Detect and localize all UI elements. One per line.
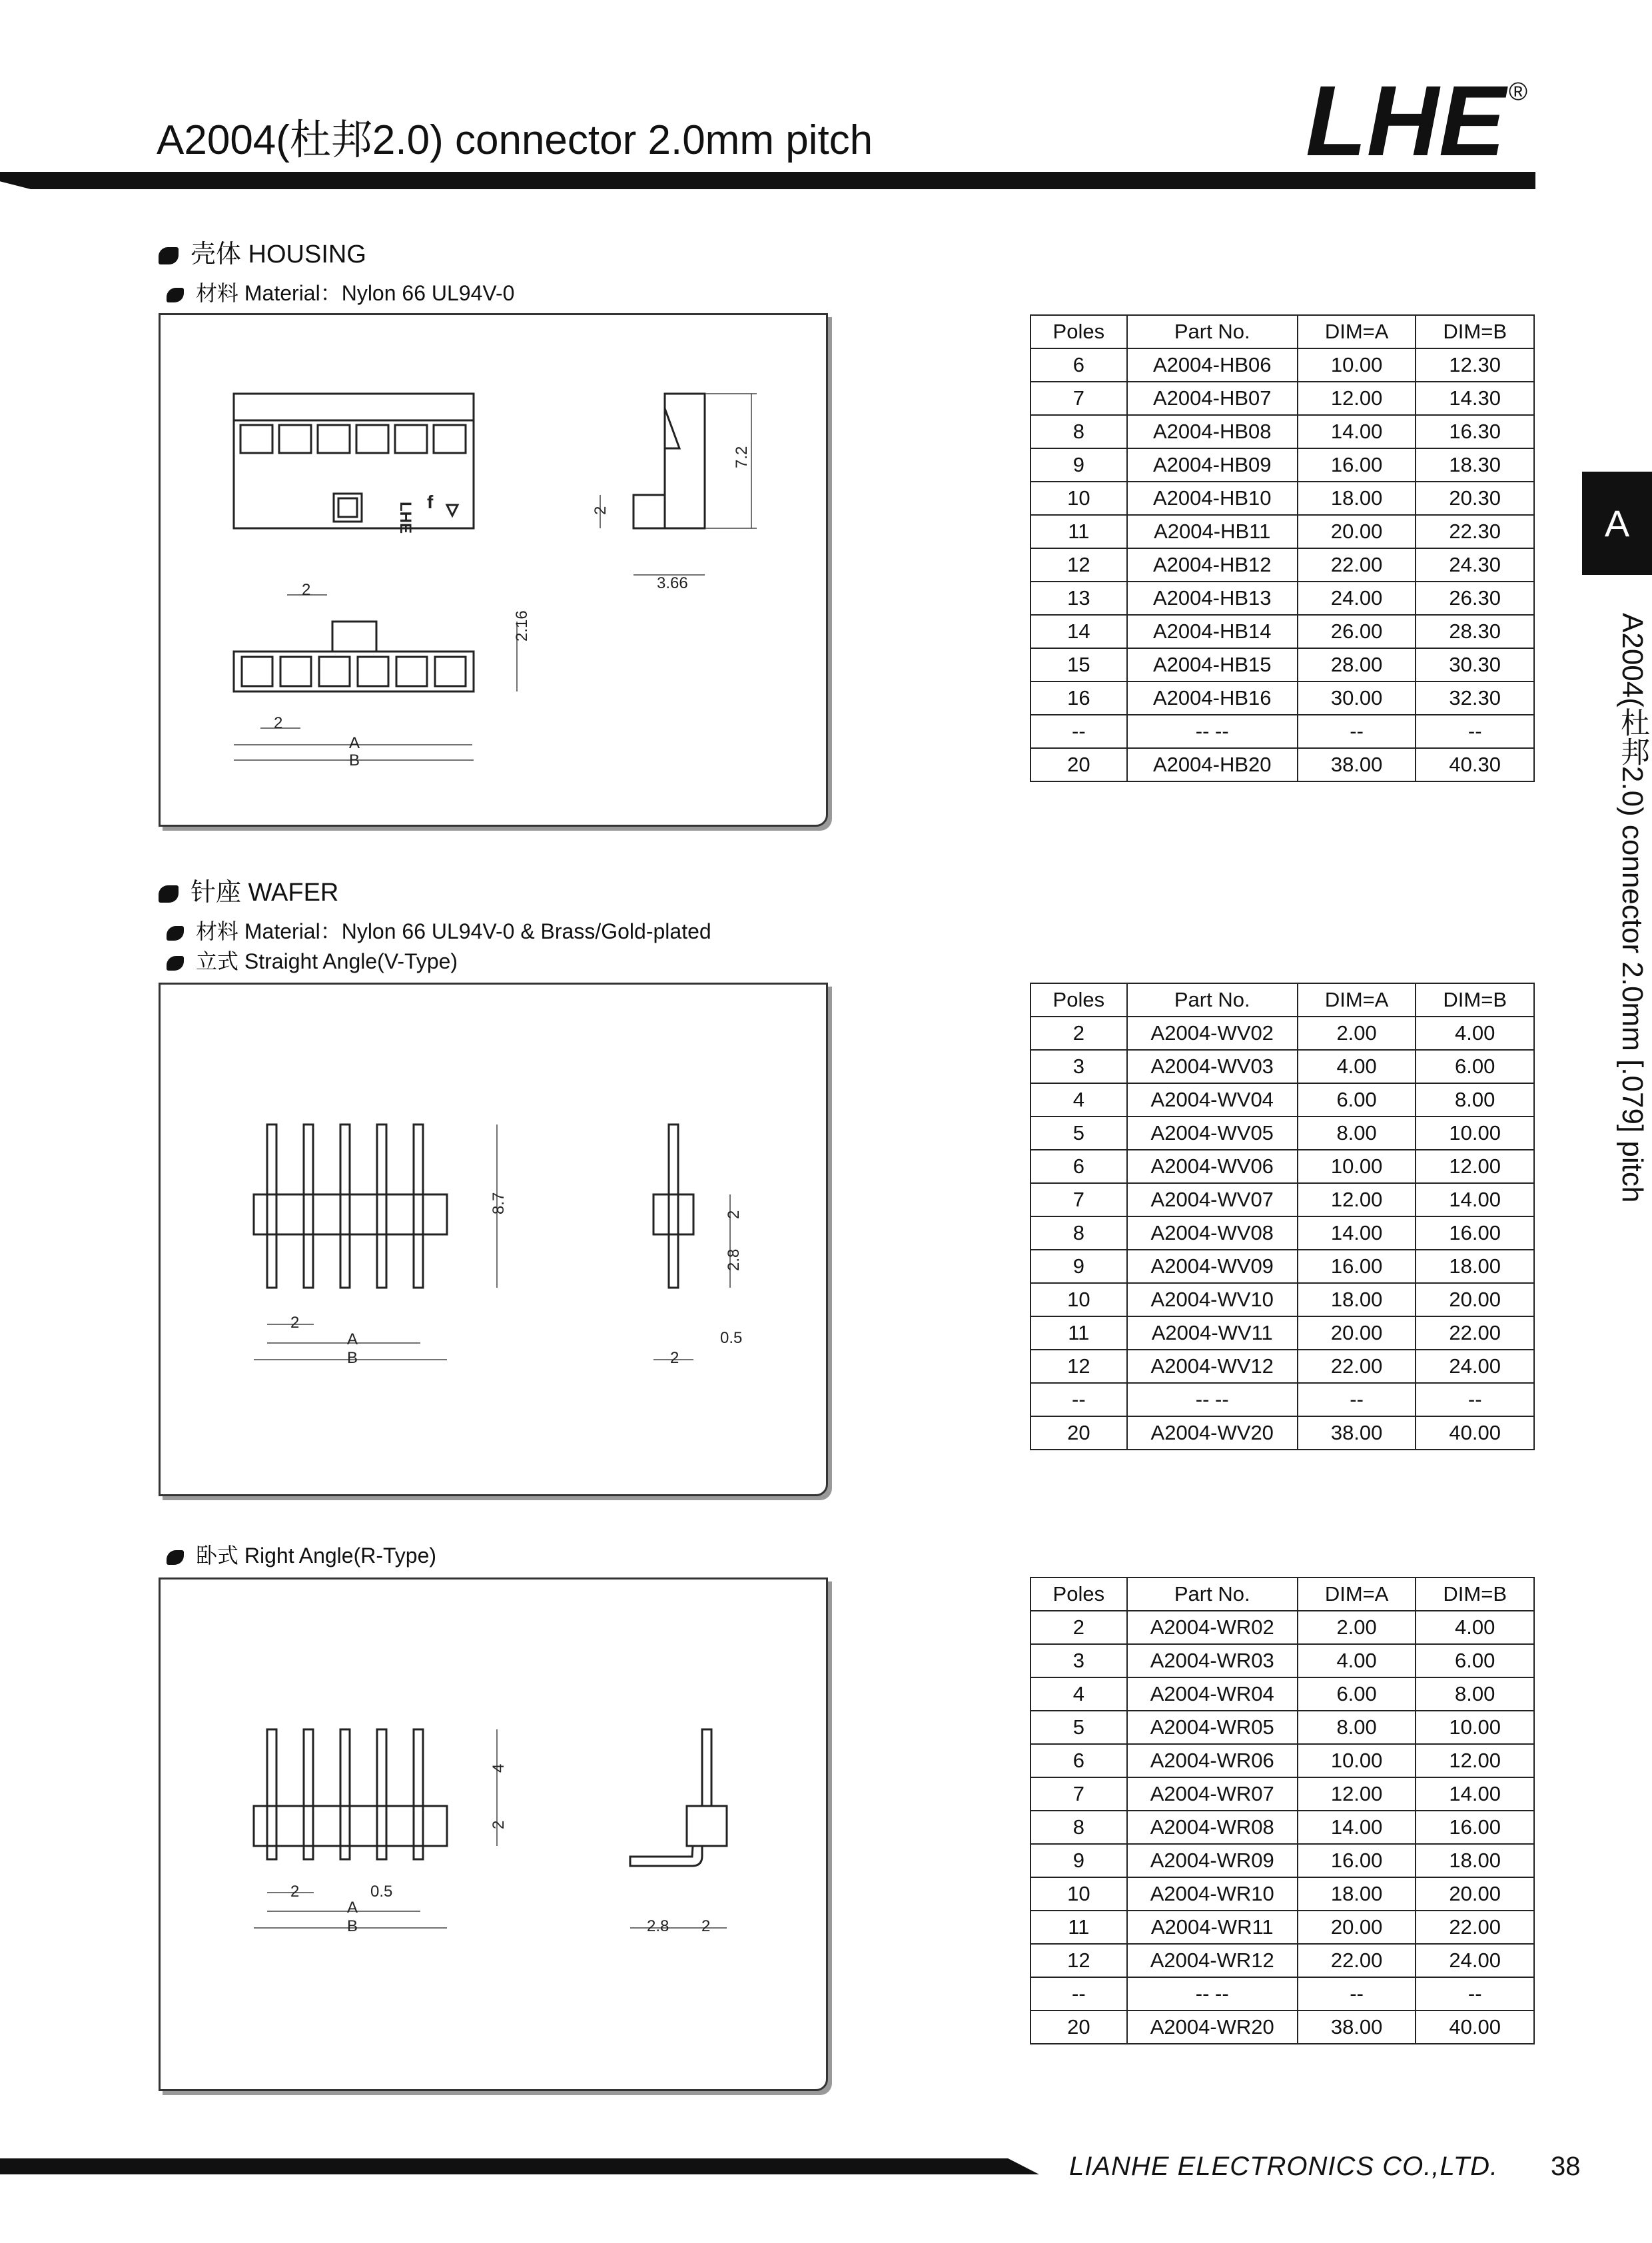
table-cell: A2004-HB10 [1127,482,1298,515]
table-cell: 20.00 [1298,515,1416,548]
table-row [1031,2011,1534,2044]
table-cell: -- [1031,715,1127,748]
page-title: A2004(杜邦2.0) connector 2.0mm pitch [157,117,873,163]
table-row [1031,1050,1534,1083]
table-cell: 9 [1031,1250,1127,1283]
wafer-heading: 针座 WAFER [159,871,338,908]
table-cell: 22.00 [1298,1944,1416,1977]
table-cell: 22.00 [1298,548,1416,582]
table-cell: 20 [1031,1416,1127,1450]
table-cell: 30.30 [1416,648,1534,681]
table-cell: 8 [1031,415,1127,448]
table-cell: A2004-HB11 [1127,515,1298,548]
table-row [1031,1911,1534,1944]
table-cell: 28.30 [1416,615,1534,648]
svg-text:A: A [347,1899,358,1917]
table-cell: 22.00 [1416,1316,1534,1350]
table-cell: A2004-HB14 [1127,615,1298,648]
table-cell: -- [1416,715,1534,748]
table-cell: A2004-WR03 [1127,1644,1298,1677]
table-cell: 10.00 [1416,1711,1534,1744]
bullet-icon [167,956,184,971]
company-name: LIANHE ELECTRONICS CO.,LTD. [1069,2152,1499,2181]
table-cell: 20.00 [1416,1877,1534,1911]
table-cell: 18.00 [1298,1283,1416,1316]
table-cell: 14.00 [1416,1183,1534,1216]
table-row [1031,1677,1534,1711]
table-row [1031,1611,1534,1644]
table-cell: -- [1031,1383,1127,1416]
bullet-icon [167,1550,184,1565]
table-cell: 4 [1031,1083,1127,1117]
table-cell: 7 [1031,1183,1127,1216]
table-cell: 8 [1031,1811,1127,1844]
housing-cavities [242,657,466,686]
svg-text:0.5: 0.5 [370,1883,393,1901]
table-cell: 16.00 [1298,448,1416,482]
housing-material: 材料 Material：Nylon 66 UL94V-0 [167,276,514,307]
table-cell: 40.00 [1416,2011,1534,2044]
table-cell: 40.30 [1416,748,1534,781]
table-row [1031,1977,1534,2011]
page-number: 38 [1551,2152,1581,2181]
table-cell: 38.00 [1298,748,1416,781]
table-cell: -- -- [1127,715,1298,748]
table-cell: 38.00 [1298,1416,1416,1450]
table-cell: 20.00 [1298,1316,1416,1350]
svg-text:2: 2 [302,581,311,599]
table-cell: 18.00 [1416,1844,1534,1877]
table-cell: 9 [1031,1844,1127,1877]
table-cell: 2.00 [1298,1611,1416,1644]
table-cell: 4 [1031,1677,1127,1711]
table-row [1031,1350,1534,1383]
table-cell: A2004-WR08 [1127,1811,1298,1844]
right-angle-table [1030,1577,1535,2044]
table-row [1031,1777,1534,1811]
table-cell: 10 [1031,1877,1127,1911]
table-cell: 11 [1031,1316,1127,1350]
table-cell: A2004-WV20 [1127,1416,1298,1450]
table-cell: A2004-WR20 [1127,2011,1298,2044]
table-cell: -- [1298,1383,1416,1416]
table-cell: A2004-HB12 [1127,548,1298,582]
table-cell: A2004-WR04 [1127,1677,1298,1711]
table-cell: 12.00 [1298,1777,1416,1811]
svg-text:2: 2 [701,1917,711,1935]
table-cell: 18.00 [1416,1250,1534,1283]
table-row [1031,1183,1534,1216]
table-cell: A2004-WR11 [1127,1911,1298,1944]
table-row [1031,1711,1534,1744]
table-cell: A2004-WR09 [1127,1844,1298,1877]
table-cell: 20.00 [1416,1283,1534,1316]
table-cell: A2004-WV11 [1127,1316,1298,1350]
table-cell: A2004-HB09 [1127,448,1298,482]
table-cell: 24.30 [1416,548,1534,582]
bullet-icon [159,247,179,264]
svg-text:2: 2 [290,1314,300,1332]
svg-text:2.16: 2.16 [513,610,531,642]
table-cell: 14 [1031,615,1127,648]
table-cell: 4.00 [1416,1017,1534,1050]
table-header-row: Poles Part No. DIM=A DIM=B [1031,1577,1534,1611]
table-cell: -- [1298,715,1416,748]
bullet-icon [159,885,179,903]
table-cell: 2 [1031,1611,1127,1644]
table-cell: 16.00 [1298,1844,1416,1877]
svg-text:B: B [347,1917,358,1935]
svg-text:3.66: 3.66 [657,574,688,592]
table-row [1031,1017,1534,1050]
table-cell: 15 [1031,648,1127,681]
table-row [1031,748,1534,781]
svg-text:2: 2 [670,1349,679,1367]
table-row [1031,1150,1534,1183]
table-cell: 14.00 [1298,1811,1416,1844]
table-cell: A2004-WR07 [1127,1777,1298,1811]
table-cell: 12.00 [1298,1183,1416,1216]
table-row [1031,1083,1534,1117]
table-cell: A2004-WV08 [1127,1216,1298,1250]
table-cell: 6 [1031,348,1127,382]
table-cell: 24.00 [1416,1350,1534,1383]
table-cell: 8.00 [1416,1083,1534,1117]
table-cell: A2004-HB15 [1127,648,1298,681]
table-cell: 5 [1031,1711,1127,1744]
table-cell: 12.00 [1416,1744,1534,1777]
table-cell: 10 [1031,1283,1127,1316]
table-cell: 8 [1031,1216,1127,1250]
housing-drawing-box [159,313,828,827]
table-header-row: Poles Part No. DIM=A DIM=B [1031,315,1534,348]
table-cell: 2 [1031,1017,1127,1050]
svg-text:2: 2 [725,1210,743,1219]
right-angle-type: 卧式 Right Angle(R-Type) [167,1539,436,1570]
table-cell: 28.00 [1298,648,1416,681]
right-angle-table-body [1031,1611,1534,2044]
table-cell: 5 [1031,1117,1127,1150]
table-cell: 4.00 [1298,1644,1416,1677]
table-cell: 16.00 [1416,1216,1534,1250]
table-cell: 10.00 [1298,1150,1416,1183]
wafer-drawing [161,985,826,1494]
table-cell: 16 [1031,681,1127,715]
table-cell: A2004-WR12 [1127,1944,1298,1977]
footer-rule [0,2158,1039,2174]
lhe-logo [1306,70,1539,170]
table-row [1031,382,1534,415]
svg-text:2: 2 [290,1883,300,1901]
table-cell: 3 [1031,1644,1127,1677]
table-cell: A2004-WV04 [1127,1083,1298,1117]
table-cell: 12.30 [1416,348,1534,382]
table-cell: 18.00 [1298,1877,1416,1911]
housing-table-body [1031,348,1534,781]
housing-heading: 壳体 HOUSING [159,233,366,270]
table-row [1031,348,1534,382]
table-row [1031,415,1534,448]
table-cell: A2004-WV10 [1127,1283,1298,1316]
table-row [1031,1117,1534,1150]
table-cell: 6 [1031,1150,1127,1183]
table-cell: 18.00 [1298,482,1416,515]
svg-text:2: 2 [592,506,610,515]
table-cell: 6.00 [1416,1050,1534,1083]
housing-slots [240,425,466,453]
table-row [1031,1744,1534,1777]
table-cell: 7 [1031,1777,1127,1811]
wafer-table [1030,983,1535,1450]
table-cell: 6.00 [1416,1644,1534,1677]
table-cell: A2004-WV09 [1127,1250,1298,1283]
table-cell: -- -- [1127,1977,1298,2011]
table-cell: A2004-WV03 [1127,1050,1298,1083]
table-cell: 8.00 [1298,1117,1416,1150]
table-row [1031,1644,1534,1677]
right-angle-pins [267,1729,423,1859]
table-row [1031,648,1534,681]
table-cell: 40.00 [1416,1416,1534,1450]
wafer-pins [267,1124,423,1288]
table-cell: 14.00 [1298,415,1416,448]
table-row [1031,482,1534,515]
table-row [1031,1811,1534,1844]
svg-text:2: 2 [490,1820,508,1829]
svg-text:0.5: 0.5 [720,1329,743,1347]
table-cell: 30.00 [1298,681,1416,715]
table-cell: 26.00 [1298,615,1416,648]
right-angle-drawing [161,1579,826,2089]
table-cell: 20.30 [1416,482,1534,515]
wafer-material: 材料 Material：Nylon 66 UL94V-0 & Brass/Gold-plated [167,915,711,945]
table-cell: A2004-HB20 [1127,748,1298,781]
registered-mark: ® [1509,78,1527,106]
svg-text:A: A [347,1330,358,1348]
svg-text:LHE: LHE [396,502,414,534]
table-row [1031,1316,1534,1350]
table-cell: 6.00 [1298,1083,1416,1117]
table-cell: 22.00 [1298,1350,1416,1383]
table-row [1031,548,1534,582]
table-row [1031,1944,1534,1977]
table-cell: 20 [1031,748,1127,781]
table-cell: 12 [1031,548,1127,582]
side-vertical-title: A2004(杜邦2.0) connector 2.0mm [.079] pitch [1616,613,1649,1203]
logo-text: LHE [1306,70,1505,170]
table-cell: 16.00 [1416,1811,1534,1844]
table-row [1031,1383,1534,1416]
table-cell: 32.30 [1416,681,1534,715]
table-cell: A2004-HB16 [1127,681,1298,715]
svg-text:B: B [349,751,360,769]
wafer-drawing-box [159,983,828,1496]
table-cell: 11 [1031,515,1127,548]
table-cell: 14.30 [1416,382,1534,415]
svg-text:f: f [427,492,434,512]
table-cell: 10.00 [1298,1744,1416,1777]
table-cell: 16.00 [1298,1250,1416,1283]
table-cell: 10 [1031,482,1127,515]
table-row [1031,1216,1534,1250]
table-cell: 22.30 [1416,515,1534,548]
wafer-table-body [1031,1017,1534,1450]
table-cell: 6 [1031,1744,1127,1777]
table-cell: 14.00 [1416,1777,1534,1811]
table-cell: A2004-WV07 [1127,1183,1298,1216]
table-cell: 8.00 [1298,1711,1416,1744]
table-row [1031,1877,1534,1911]
table-cell: A2004-WR10 [1127,1877,1298,1911]
table-cell: 8.00 [1416,1677,1534,1711]
table-row [1031,1283,1534,1316]
table-row [1031,448,1534,482]
svg-text:7.2: 7.2 [733,446,751,468]
table-cell: -- [1416,1977,1534,2011]
table-cell: 9 [1031,448,1127,482]
table-cell: 24.00 [1298,582,1416,615]
wafer-type: 立式 Straight Angle(V-Type) [167,945,458,975]
svg-text:B: B [347,1349,358,1367]
svg-text:4: 4 [490,1763,508,1773]
table-cell: 22.00 [1416,1911,1534,1944]
table-cell: 3 [1031,1050,1127,1083]
table-cell: 12 [1031,1350,1127,1383]
header-rule [0,172,1535,189]
table-cell: A2004-HB07 [1127,382,1298,415]
table-cell: A2004-WR02 [1127,1611,1298,1644]
table-header-row: Poles Part No. DIM=A DIM=B [1031,983,1534,1017]
svg-text:2.8: 2.8 [647,1917,669,1935]
table-cell: A2004-WR06 [1127,1744,1298,1777]
table-row [1031,515,1534,548]
bullet-icon [167,288,184,302]
table-cell: 7 [1031,382,1127,415]
table-cell: 18.30 [1416,448,1534,482]
table-row [1031,1416,1534,1450]
table-row [1031,681,1534,715]
table-cell: -- -- [1127,1383,1298,1416]
bullet-icon [167,926,184,941]
section-tab: A [1582,472,1652,575]
table-cell: A2004-HB08 [1127,415,1298,448]
table-cell: 6.00 [1298,1677,1416,1711]
table-row [1031,1844,1534,1877]
housing-table [1030,314,1535,782]
table-cell: A2004-WV12 [1127,1350,1298,1383]
svg-text:2: 2 [274,714,283,732]
table-cell: A2004-WV06 [1127,1150,1298,1183]
table-cell: 4.00 [1298,1050,1416,1083]
table-cell: 12.00 [1298,382,1416,415]
table-cell: A2004-HB13 [1127,582,1298,615]
table-cell: 20.00 [1298,1911,1416,1944]
table-cell: 16.30 [1416,415,1534,448]
svg-text:A: A [349,734,360,752]
table-cell: A2004-WV05 [1127,1117,1298,1150]
table-cell: 2.00 [1298,1017,1416,1050]
svg-text:2.8: 2.8 [725,1248,743,1271]
table-row [1031,715,1534,748]
table-cell: 13 [1031,582,1127,615]
table-cell: 10.00 [1298,348,1416,382]
table-cell: 12 [1031,1944,1127,1977]
table-cell: -- [1031,1977,1127,2011]
table-cell: A2004-HB06 [1127,348,1298,382]
table-cell: 38.00 [1298,2011,1416,2044]
table-cell: 20 [1031,2011,1127,2044]
right-angle-drawing-box [159,1577,828,2091]
table-cell: 14.00 [1298,1216,1416,1250]
table-cell: -- [1298,1977,1416,2011]
table-cell: 4.00 [1416,1611,1534,1644]
table-cell: 26.30 [1416,582,1534,615]
table-row [1031,582,1534,615]
table-cell: A2004-WV02 [1127,1017,1298,1050]
table-cell: 10.00 [1416,1117,1534,1150]
table-cell: A2004-WR05 [1127,1711,1298,1744]
table-row [1031,1250,1534,1283]
table-cell: -- [1416,1383,1534,1416]
table-cell: 24.00 [1416,1944,1534,1977]
housing-drawing [161,315,826,825]
svg-text:8.7: 8.7 [490,1192,508,1214]
table-row [1031,615,1534,648]
table-cell: 11 [1031,1911,1127,1944]
table-cell: 12.00 [1416,1150,1534,1183]
